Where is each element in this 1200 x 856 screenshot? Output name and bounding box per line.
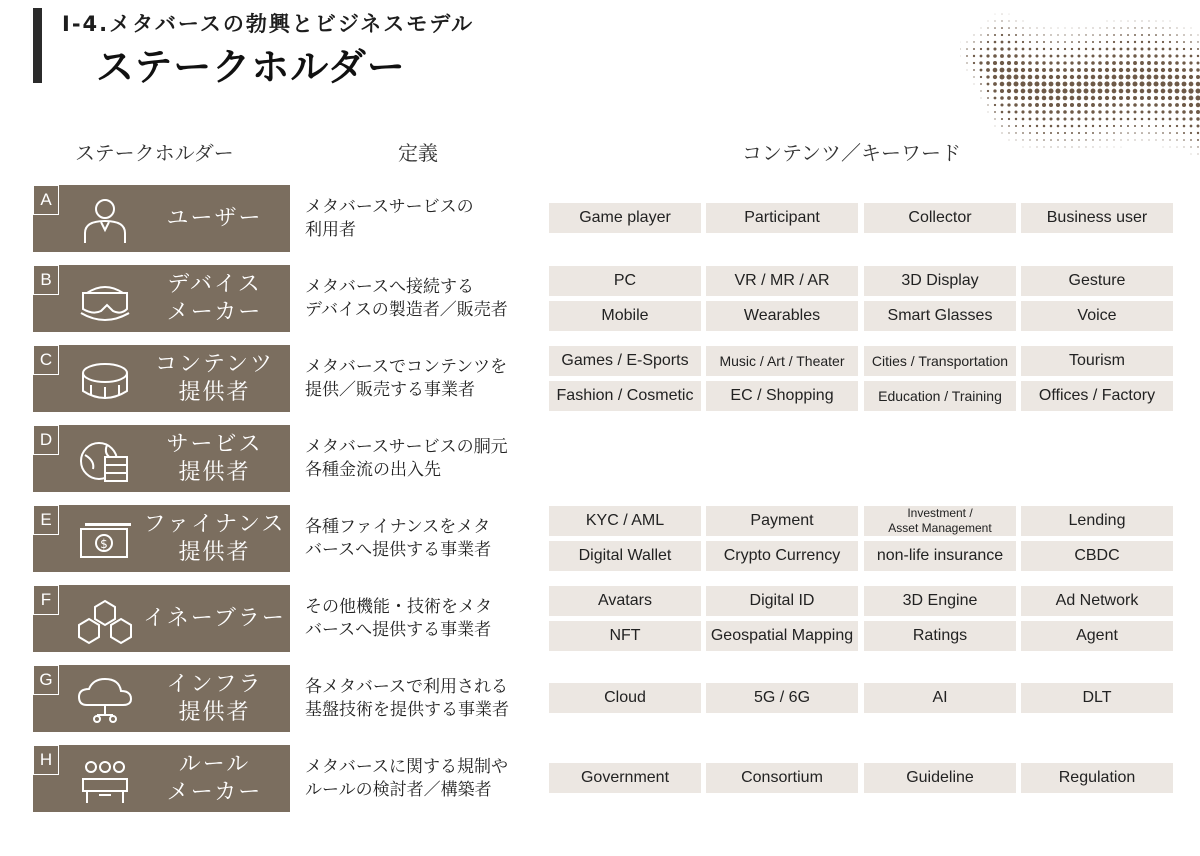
stakeholder-name-line: 提供者 — [178, 539, 251, 565]
keyword-chip: Cloud — [549, 683, 701, 713]
column-header-stakeholder: ステークホルダー — [75, 141, 234, 165]
definition-line: 各種金流の出入先 — [305, 459, 441, 480]
stakeholder-name — [143, 665, 286, 732]
stakeholder-name-line: 提供者 — [178, 699, 251, 725]
stakeholder-name-line: 提供者 — [178, 459, 251, 485]
stakeholder-box — [33, 585, 290, 652]
definition-line: メタバースサービスの胴元 — [305, 436, 508, 457]
keyword-chip: AI — [864, 683, 1016, 713]
stakeholder-definition — [305, 185, 474, 252]
halftone-decoration — [960, 0, 1200, 185]
svg-text:$: $ — [100, 537, 108, 551]
definition-line: バースへ提供する事業者 — [305, 619, 492, 640]
stakeholder-name-line: メーカー — [166, 299, 263, 325]
keyword-chip: Collector — [864, 203, 1016, 233]
stakeholder-name — [143, 345, 286, 412]
stakeholder-box — [33, 505, 290, 572]
user-icon — [77, 195, 133, 245]
definition-line: メタバースサービスの — [305, 196, 474, 217]
keyword-chip: DLT — [1021, 683, 1173, 713]
keyword-chip: NFT — [549, 621, 701, 651]
definition-line: 各種ファイナンスをメタ — [305, 516, 491, 537]
stakeholder-name-line: メーカー — [166, 779, 263, 805]
stakeholder-definition — [305, 425, 508, 492]
stakeholder-letter: C — [33, 345, 59, 375]
stakeholder-name — [143, 505, 286, 572]
keyword-chip: 3D Engine — [864, 586, 1016, 616]
stakeholder-letter: A — [33, 185, 59, 215]
definition-line: メタバースに関する規制や — [305, 756, 508, 777]
stakeholder-definition — [305, 345, 507, 412]
keyword-chip: Wearables — [706, 301, 858, 331]
definition-line: ルールの検討者／構築者 — [305, 779, 492, 800]
definition-line: バースへ提供する事業者 — [305, 539, 492, 560]
meeting-icon — [77, 755, 133, 805]
section-subtitle: Ⅰ-4.メタバースの勃興とビジネスモデル — [62, 12, 475, 36]
keyword-chip: Fashion / Cosmetic — [549, 381, 701, 411]
definition-line: デバイスの製造者／販売者 — [305, 299, 508, 320]
stakeholder-name-line: デバイス — [167, 271, 262, 297]
stakeholder-name-line: サービス — [166, 431, 263, 457]
keyword-chip: Offices / Factory — [1021, 381, 1173, 411]
keyword-chip: Agent — [1021, 621, 1173, 651]
keyword-chip: non-life insurance — [864, 541, 1016, 571]
stakeholder-box — [33, 265, 290, 332]
keyword-chip: Voice — [1021, 301, 1173, 331]
keyword-chip: Mobile — [549, 301, 701, 331]
definition-line: 基盤技術を提供する事業者 — [305, 699, 509, 720]
keyword-chip: Lending — [1021, 506, 1173, 536]
keyword-chip: Education / Training — [864, 381, 1016, 411]
keyword-chip: Digital Wallet — [549, 541, 701, 571]
money-icon — [77, 515, 133, 565]
keyword-chip: Game player — [549, 203, 701, 233]
definition-line: 各メタバースで利用される — [305, 676, 508, 697]
stakeholder-name-line: 提供者 — [178, 379, 251, 405]
cloud-network-icon — [77, 675, 133, 725]
keyword-chip: Crypto Currency — [706, 541, 858, 571]
stakeholder-letter: G — [33, 665, 59, 695]
keyword-chip: Tourism — [1021, 346, 1173, 376]
keyword-chip: Gesture — [1021, 266, 1173, 296]
keyword-chip: Ratings — [864, 621, 1016, 651]
stakeholder-definition — [305, 265, 508, 332]
stakeholder-box — [33, 185, 290, 252]
keyword-chip: 5G / 6G — [706, 683, 858, 713]
keyword-chip: Business user — [1021, 203, 1173, 233]
keyword-chip: 3D Display — [864, 266, 1016, 296]
keyword-chip: Regulation — [1021, 763, 1173, 793]
keyword-chip: Investment / Asset Management — [864, 506, 1016, 536]
keyword-chip: Government — [549, 763, 701, 793]
keyword-chip: CBDC — [1021, 541, 1173, 571]
keyword-chip: KYC / AML — [549, 506, 701, 536]
stakeholder-name-line: ユーザー — [166, 205, 263, 231]
definition-line: メタバースでコンテンツを — [305, 356, 508, 377]
column-header-contents: コンテンツ／キーワード — [742, 141, 961, 165]
keyword-chip: Guideline — [864, 763, 1016, 793]
stakeholder-letter: B — [33, 265, 59, 295]
stakeholder-definition — [305, 505, 491, 572]
stakeholder-letter: H — [33, 745, 59, 775]
blocks-icon — [77, 595, 133, 645]
stakeholder-box — [33, 425, 290, 492]
stakeholder-letter: F — [33, 585, 59, 615]
definition-line: メタバースへ接続する — [305, 276, 474, 297]
stakeholder-name-line: インフラ — [166, 671, 263, 697]
stakeholder-name — [143, 265, 286, 332]
vr-headset-icon — [77, 275, 133, 325]
keyword-chip: VR / MR / AR — [706, 266, 858, 296]
stakeholder-box — [33, 345, 290, 412]
stakeholder-definition — [305, 665, 509, 732]
stakeholder-name-line: イネーブラー — [143, 605, 286, 631]
keyword-chip: Games / E-Sports — [549, 346, 701, 376]
stakeholder-letter: E — [33, 505, 59, 535]
stakeholder-name — [143, 425, 286, 492]
keyword-chip: Music / Art / Theater — [706, 346, 858, 376]
keyword-chip: EC / Shopping — [706, 381, 858, 411]
globe-server-icon — [77, 435, 133, 485]
keyword-chip: PC — [549, 266, 701, 296]
keyword-chip: Payment — [706, 506, 858, 536]
keyword-chip: Cities / Transportation — [864, 346, 1016, 376]
stakeholder-name-line: ルール — [178, 751, 251, 777]
keyword-chip: Avatars — [549, 586, 701, 616]
header-accent-bar — [33, 8, 42, 83]
stakeholder-name — [143, 585, 286, 652]
stakeholder-definition — [305, 585, 492, 652]
stakeholder-name — [143, 745, 286, 812]
stadium-icon — [77, 355, 133, 405]
column-header-definition: 定義 — [398, 141, 438, 165]
keyword-chip: Smart Glasses — [864, 301, 1016, 331]
keyword-chip: Consortium — [706, 763, 858, 793]
stakeholder-letter: D — [33, 425, 59, 455]
stakeholder-box — [33, 665, 290, 732]
definition-line: 提供／販売する事業者 — [305, 379, 475, 400]
stakeholder-name-line: コンテンツ — [155, 351, 274, 377]
keyword-chip: Participant — [706, 203, 858, 233]
stakeholder-name — [143, 185, 286, 252]
keyword-chip: Digital ID — [706, 586, 858, 616]
keyword-chip: Geospatial Mapping — [706, 621, 858, 651]
definition-line: 利用者 — [305, 219, 356, 240]
stakeholder-box — [33, 745, 290, 812]
page-title: ステークホルダー — [96, 45, 406, 89]
stakeholder-name-line: ファイナンス — [143, 511, 286, 537]
keyword-chip: Ad Network — [1021, 586, 1173, 616]
definition-line: その他機能・技術をメタ — [305, 596, 492, 617]
stakeholder-definition — [305, 745, 508, 812]
